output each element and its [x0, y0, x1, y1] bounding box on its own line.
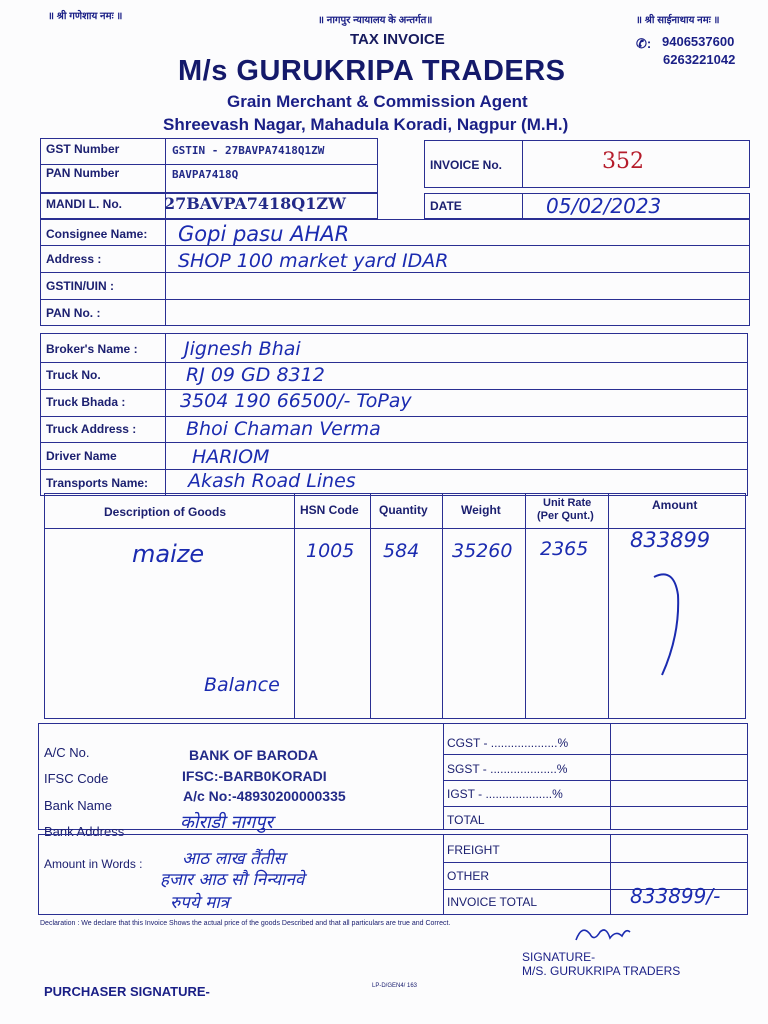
phone-icon: ✆:	[636, 36, 652, 51]
transports-value: Akash Road Lines	[188, 470, 356, 492]
row-unit-rate: 2365	[540, 538, 589, 560]
bank-name-label: Bank Name	[44, 798, 112, 813]
doc-title: TAX INVOICE	[350, 31, 445, 48]
truck-address-label: Truck Address :	[46, 422, 137, 436]
ifsc-value: IFSC:-BARB0KORADI	[182, 768, 327, 784]
bank-address-label: Bank Address	[44, 824, 125, 839]
signature-scribble	[572, 920, 632, 950]
other-label: OTHER	[447, 869, 489, 883]
company-address: Shreevash Nagar, Mahadula Koradi, Nagpur (M.H.)	[163, 115, 569, 134]
col-weight: Weight	[461, 503, 501, 517]
cgst-line: CGST - ....................%	[447, 736, 569, 750]
igst-line: IGST - ....................%	[447, 787, 563, 801]
mandi-label: MANDI L. No.	[46, 197, 122, 211]
col-unit-rate: Unit Rate	[543, 497, 592, 509]
transport-box	[40, 333, 748, 496]
broker-value: Jignesh Bhai	[184, 338, 301, 360]
truck-bhada-value: 3504 190 66500/- ToPay	[180, 390, 412, 412]
col-hsn: HSN Code	[300, 503, 359, 517]
signature-company: M/S. GURUKRIPA TRADERS	[522, 964, 681, 978]
words-line-1: आठ लाख तैंतीस	[182, 849, 286, 869]
consignee-pan-label: PAN No. :	[46, 306, 101, 320]
ac-no-value: A/c No:-48930200000335	[183, 788, 346, 804]
declaration: Declaration : We declare that this Invoice Shows the actual price of the goods Described and that all particulars are true and Correct.	[40, 920, 451, 927]
company-tagline: Grain Merchant & Commission Agent	[227, 92, 528, 111]
truck-no-label: Truck No.	[46, 368, 101, 382]
row-weight: 35260	[452, 540, 513, 562]
broker-label: Broker's Name :	[46, 342, 138, 356]
invoice-no-label: INVOICE No.	[430, 158, 503, 172]
print-code: LP-D/GEN4/ 163	[372, 983, 418, 989]
invoice-total-label: INVOICE TOTAL	[447, 895, 538, 909]
sgst-line: SGST - ....................%	[447, 762, 568, 776]
signature-label: SIGNATURE-	[522, 950, 596, 964]
words-line-3: रुपये मात्र	[170, 893, 230, 913]
gst-value: GSTIN - 27BAVPA7418Q1ZW	[172, 144, 325, 157]
consignee-address-label: Address :	[46, 252, 102, 266]
phone-1: 9406537600	[662, 34, 735, 49]
truck-no-value: RJ 09 GD 8312	[186, 364, 325, 386]
invoice-no-value: 352	[602, 149, 644, 174]
truck-address-value: Bhoi Chaman Verma	[186, 418, 381, 440]
consignee-gstin-label: GSTIN/UIN :	[46, 279, 114, 293]
pan-label: PAN Number	[46, 166, 120, 180]
date-label: DATE	[430, 199, 462, 213]
pan-value: BAVPA7418Q	[172, 168, 239, 181]
date-value: 05/02/2023	[546, 194, 662, 218]
row-description: maize	[132, 540, 205, 568]
ifsc-label: IFSC Code	[44, 771, 109, 786]
ac-no-label: A/C No.	[44, 745, 90, 760]
mandi-value: 27BAVPA7418Q1ZW	[164, 194, 346, 213]
phone-2: 6263221042	[663, 52, 736, 67]
truck-bhada-label: Truck Bhada :	[46, 395, 126, 409]
total-label: TOTAL	[447, 813, 485, 827]
driver-label: Driver Name	[46, 449, 117, 463]
row-hsn: 1005	[306, 540, 355, 562]
row-quantity: 584	[383, 540, 420, 562]
invoice-total-value: 833899/-	[630, 884, 721, 908]
invocation-right: ॥ श्री साईनाथाय नमः ॥	[636, 15, 720, 26]
balance-note: Balance	[204, 674, 280, 696]
col-amount: Amount	[652, 498, 698, 512]
company-name: M/s GURUKRIPA TRADERS	[178, 55, 566, 87]
consignee-name-value: Gopi pasu AHAR	[178, 222, 350, 246]
bank-branch-value: कोराडी नागपुर	[180, 812, 273, 833]
bank-tax-box	[38, 723, 748, 830]
amount-bracket-mark	[640, 565, 690, 685]
consignee-address-value: SHOP 100 market yard IDAR	[178, 250, 449, 272]
words-label: Amount in Words :	[44, 857, 143, 871]
freight-label: FREIGHT	[447, 843, 500, 857]
purchaser-signature: PURCHASER SIGNATURE-	[44, 984, 210, 999]
words-line-2: हजार आठ सौ निन्यानवे	[160, 870, 305, 890]
col-quantity: Quantity	[379, 503, 428, 517]
col-description: Description of Goods	[104, 505, 227, 519]
invocation-left: ॥ श्री गणेशाय नमः ॥	[48, 11, 123, 22]
transports-label: Transports Name:	[46, 476, 149, 490]
gst-label: GST Number	[46, 142, 120, 156]
bank-name-value: BANK OF BARODA	[189, 747, 319, 763]
col-unit-rate-sub: (Per Qunt.)	[537, 510, 594, 522]
consignee-name-label: Consignee Name:	[46, 227, 148, 241]
driver-value: HARIOM	[192, 446, 270, 468]
row-amount: 833899	[630, 528, 711, 552]
jurisdiction-text: ॥ नागपुर न्यायालय के अन्तर्गत॥	[318, 15, 433, 26]
